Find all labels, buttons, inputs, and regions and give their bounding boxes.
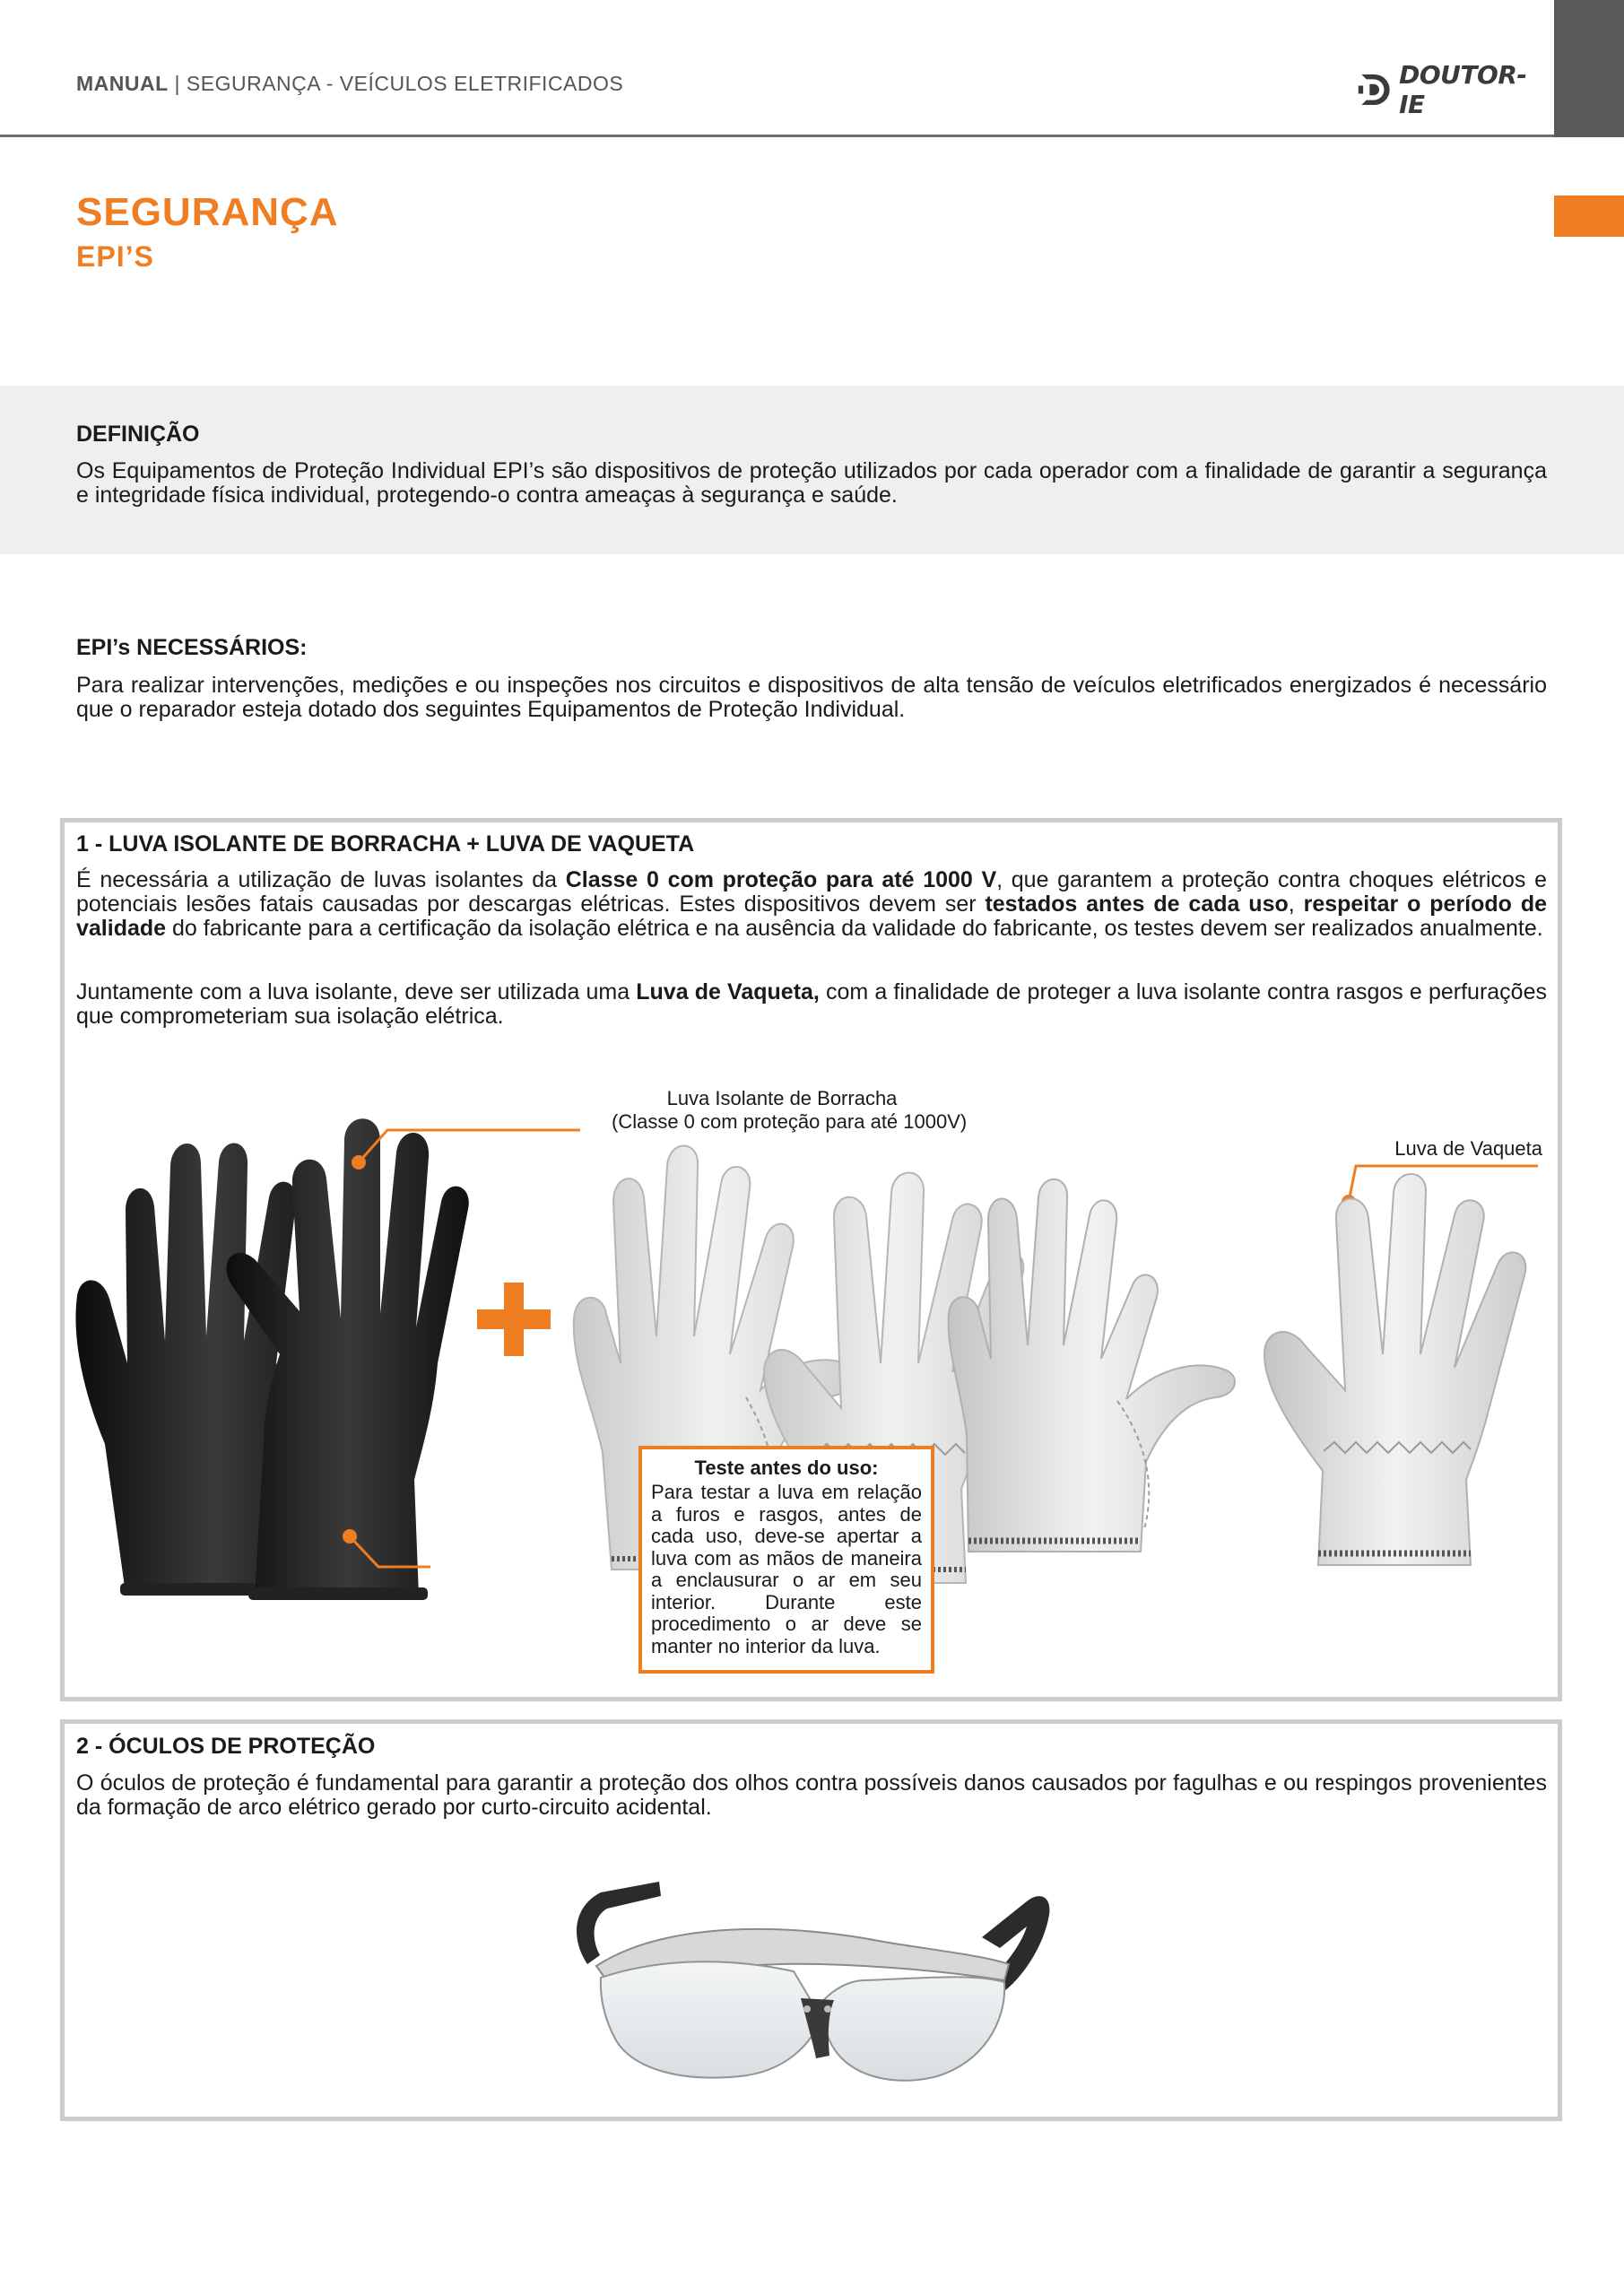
header-separator: | (174, 72, 181, 95)
rubber-callout-dot (352, 1155, 366, 1170)
required-text: Para realizar intervenções, medições e ou inspeções nos circuitos e dispositivos de alta tensão de veículos eletrificados energizados é necessário que o reparador esteja dotado dos seguintes Equipamentos de Proteção Individual. (76, 673, 1547, 722)
definition-text: Os Equipamentos de Proteção Individual EPI’s são dispositivos de proteção utilizados por cada operador com a finalidade de garantir a segurança e integridade física individual, protegendo-o contra ameaças à segurança e saúde. (76, 458, 1547, 508)
gloves-p2-leather: Luva de Vaqueta, (636, 979, 820, 1004)
gloves-heading: 1 - LUVA ISOLANTE DE BORRACHA + LUVA DE VAQUETA (76, 831, 695, 857)
header-manual: MANUAL (76, 72, 169, 95)
plus-icon (477, 1283, 551, 1356)
rubber-glove-label-line2: (Classe 0 com proteção para até 1000V) (612, 1110, 968, 1133)
header-divider (0, 135, 1554, 137)
leather-glove-icon (1264, 1174, 1525, 1565)
goggles-heading: 2 - ÓCULOS DE PROTEÇÃO (76, 1734, 376, 1759)
gloves-p2-text-c: com a finalidade de proteger a luva isolante contra rasgos e perfurações que comprometeriam sua isolação elétrica. (76, 979, 1547, 1029)
rubber-callout-line (359, 1130, 580, 1162)
test-note-title: Teste antes do uso: (694, 1457, 879, 1479)
rubber-glove-label (612, 1087, 968, 1134)
leather-glove-icon (949, 1179, 1235, 1552)
header-subtitle: SEGURANÇA - VEÍCULOS ELETRIFICADOS (186, 72, 624, 95)
doutor-ie-logo-icon (1357, 67, 1394, 112)
header-corner-tab (1554, 0, 1624, 137)
gloves-p1-text-a: É necessária a utilização de luvas isolantes da (76, 867, 566, 892)
required-heading: EPI’s NECESSÁRIOS: (76, 635, 308, 660)
test-callout-dot (343, 1529, 357, 1544)
gloves-p2-text-a: Juntamente com a luva isolante, deve ser utilizada uma (76, 979, 637, 1004)
gloves-p1-text-g: do fabricante para a certificação da isolação elétrica e na ausência da validade do fabricante, os testes devem ser realizados anualmente. (166, 916, 1543, 941)
test-note-box (638, 1446, 934, 1674)
goggles-text: O óculos de proteção é fundamental para garantir a proteção dos olhos contra possíveis danos causados por fagulhas e ou respingos provenientes da formação de arco elétrico gerado por curto-circuito acidental. (76, 1770, 1547, 1820)
running-header (76, 72, 623, 96)
gloves-p1-comma: , (1288, 891, 1304, 917)
gloves-p1-validity: respeitar o período de validade (76, 891, 1547, 941)
leather-glove-label: Luva de Vaqueta (1394, 1137, 1542, 1160)
logo-wordmark: DOUTOR-IE (1399, 60, 1527, 119)
section-marker-tab (1554, 196, 1624, 237)
leather-gloves-illustration (942, 1166, 1551, 1570)
page-title: SEGURANÇA (76, 190, 339, 234)
gloves-p1-text-c: , que garantem a proteção contra choques elétricos e potenciais lesões fatais causadas por descargas elétricas. Estes dispositivos devem ser (76, 867, 1547, 917)
rubber-glove-label-line1: Luva Isolante de Borracha (666, 1087, 898, 1109)
gloves-paragraph-1 (76, 868, 1547, 941)
gloves-paragraph-2 (76, 980, 1547, 1029)
definition-heading: DEFINIÇÃO (76, 422, 200, 447)
safety-goggles-icon (560, 1866, 1063, 2099)
gloves-p1-class: Classe 0 com proteção para até 1000 V (565, 867, 997, 892)
page-subtitle: EPI’S (76, 240, 154, 273)
test-note-text: Para testar a luva em relação a furos e rasgos, antes de cada uso, deve-se apertar a luva com as mãos de maneira a enclausurar o ar em seu interior. Durante este procedimento o ar deve se manter no interior da luva. (651, 1481, 922, 1657)
brand-logo (1357, 60, 1536, 119)
gloves-p1-tested: testados antes de cada uso (985, 891, 1289, 917)
